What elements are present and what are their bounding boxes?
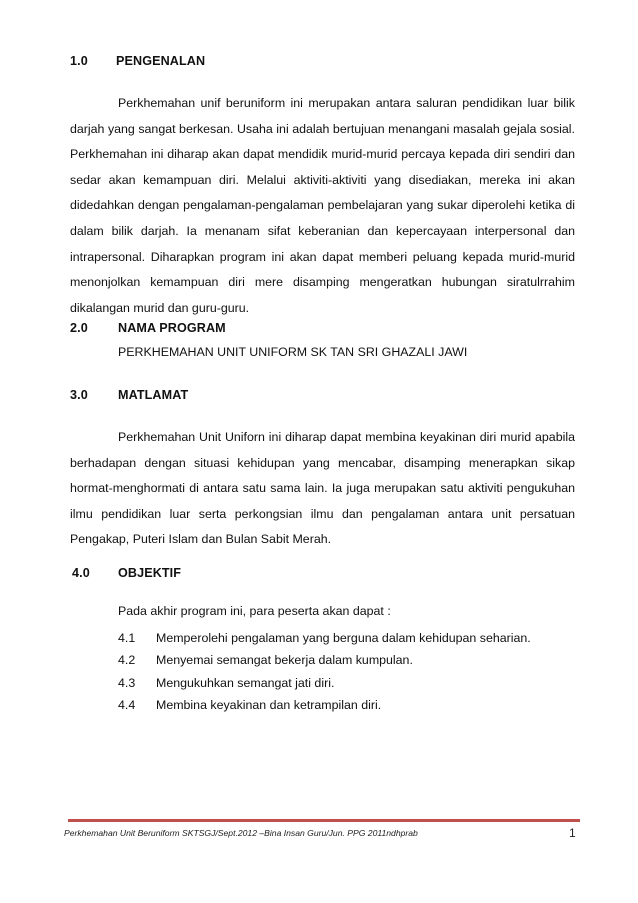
section-heading-nama-program [70, 321, 370, 337]
objective-number: 4.4 [118, 698, 136, 712]
section-number: 4.0 [72, 566, 90, 580]
section-number: 2.0 [70, 321, 88, 335]
program-name: PERKHEMAHAN UNIT UNIFORM SK TAN SRI GHAZALI JAWI [118, 345, 468, 359]
objective-number: 4.1 [118, 631, 136, 645]
footer-text: Perkhemahan Unit Beruniform SKTSGJ/Sept.2012 –Bina Insan Guru/Jun. PPG 2011ndhprab [64, 828, 418, 838]
pengenalan-paragraph: Perkhemahan unif beruniform ini merupakan antara saluran pendidikan luar bilik darjah yang sangat berkesan. Usaha ini adalah bertujuan menangani masalah gejala sosial. Perkhemahan ini diharap akan dapat mendidik murid-murid percaya kepada diri sendiri dan sedar akan kemampuan diri. Melalui aktiviti-aktiviti yang disediakan, mereka ini akan didedahkan dengan pengalaman-pengalaman pembelajaran yang sukar diperolehi ketika di dalam bilik darjah. Ia menanam sifat keberanian dan kepercayaan interpersonal dan intrapersonal. Diharapkan program ini akan dapat memberi peluang kepada murid-murid menonjolkan kemampuan diri mere disamping mengeratkan hubungan siratulrrahim dikalangan murid dan guru-guru. [70, 96, 575, 315]
footer-rule [68, 819, 580, 822]
matlamat-paragraph: Perkhemahan Unit Uniforn ini diharap dapat membina keyakinan diri murid apabila berhadapan dengan situasi kehidupan yang mencabar, disamping menerapkan sikap hormat-menghormati di antara satu sama lain. Ia juga merupakan satu aktiviti pengukuhan ilmu pendidikan luar serta perkongsian ilmu dan pengalaman antara unit persatuan Pengakap, Puteri Islam dan Bulan Sabit Merah. [70, 430, 575, 547]
section-heading-matlamat [70, 388, 370, 404]
page-number: 1 [569, 826, 576, 840]
section-title: MATLAMAT [118, 388, 189, 402]
objektif-intro: Pada akhir program ini, para peserta akan dapat : [118, 604, 391, 618]
objective-text: Memperolehi pengalaman yang berguna dalam kehidupan seharian. [156, 631, 531, 645]
section-number: 1.0 [70, 54, 88, 68]
objective-number: 4.3 [118, 676, 136, 690]
section-number: 3.0 [70, 388, 88, 402]
section-title: PENGENALAN [116, 54, 206, 68]
section-title: OBJEKTIF [118, 566, 182, 580]
objective-text: Mengukuhkan semangat jati diri. [156, 676, 335, 690]
section-heading-objektif [72, 566, 372, 582]
objective-text: Membina keyakinan dan ketrampilan diri. [156, 698, 382, 712]
objective-text: Menyemai semangat bekerja dalam kumpulan. [156, 653, 413, 667]
section-title: NAMA PROGRAM [118, 321, 226, 335]
section-heading-pengenalan [70, 54, 370, 70]
objective-number: 4.2 [118, 653, 136, 667]
